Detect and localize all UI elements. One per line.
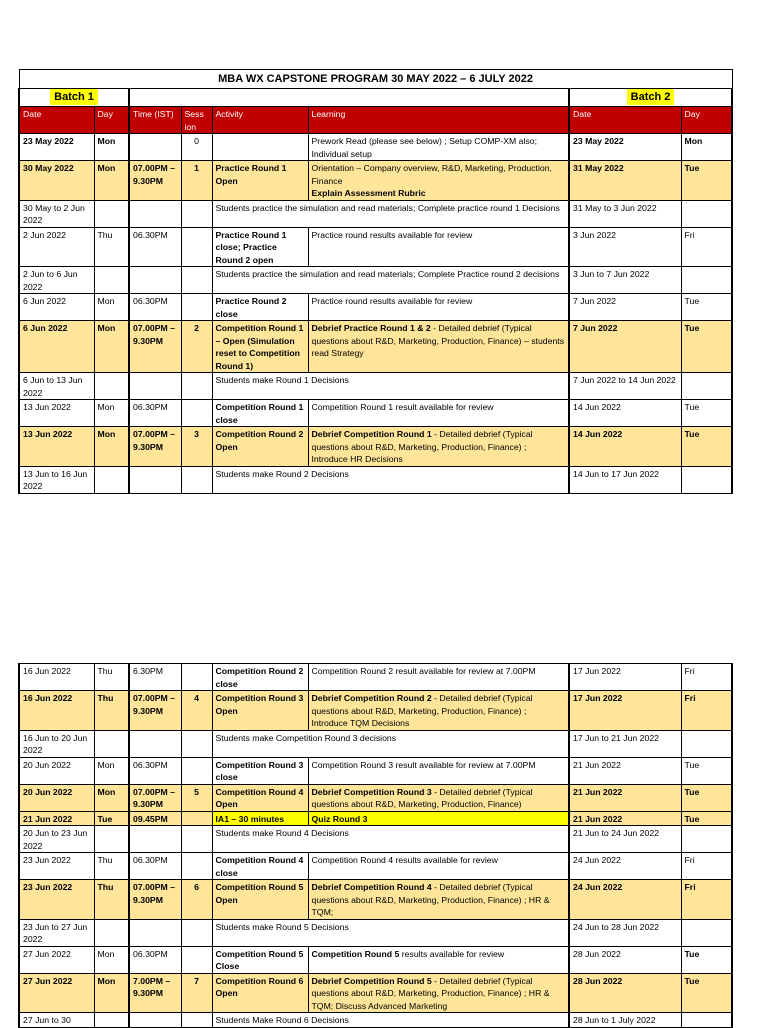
table-row — [19, 373, 732, 400]
learning-text: Prework Read (please see below) ; Setup COMP-XM also; Individual setup — [311, 136, 537, 159]
cell-learning — [308, 134, 569, 161]
cell-date-batch-2: 24 Jun to 28 Jun 2022 — [569, 919, 681, 946]
cell-session: 4 — [181, 691, 212, 731]
table-header — [19, 107, 732, 134]
cell-day-batch-2: Fri — [681, 853, 732, 880]
cell-activity — [212, 134, 308, 161]
cell-day — [94, 200, 129, 227]
cell-learning — [308, 427, 569, 467]
cell-date-batch-2: 28 Jun to 1 July 2022 — [569, 1013, 681, 1028]
cell-day: Mon — [94, 784, 129, 811]
cell-span-note: Students make Round 5 Decisions — [212, 919, 569, 946]
cell-day-batch-2: Tue — [681, 757, 732, 784]
cell-session — [181, 730, 212, 757]
header-learning: Learning — [308, 107, 569, 134]
cell-session — [181, 373, 212, 400]
cell-day — [94, 466, 129, 493]
cell-date-batch-2: 21 Jun to 24 Jun 2022 — [569, 826, 681, 853]
cell-time: 06.30PM — [129, 757, 181, 784]
table-row — [19, 919, 732, 946]
cell-date-batch-2: 14 Jun 2022 — [569, 400, 681, 427]
cell-date: 13 Jun 2022 — [19, 427, 94, 467]
cell-learning — [308, 757, 569, 784]
cell-time — [129, 730, 181, 757]
cell-session — [181, 853, 212, 880]
cell-day-batch-2: Fri — [681, 691, 732, 731]
learning-bold: Debrief Competition Round 3 — [311, 786, 432, 797]
cell-date: 21 Jun 2022 — [19, 811, 94, 826]
learning-text: Quiz Round 3 — [311, 813, 368, 824]
cell-day-batch-2: Tue — [681, 784, 732, 811]
cell-session: 0 — [181, 134, 212, 161]
cell-time: 06.30PM — [129, 227, 181, 267]
learning-bold: Explain Assessment Rubric — [311, 188, 426, 198]
learning-text: Practice round results available for review — [311, 229, 473, 240]
cell-learning — [308, 811, 569, 826]
table-row — [19, 294, 732, 321]
cell-time — [129, 826, 181, 853]
learning-bold: Debrief Competition Round 4 — [311, 882, 432, 892]
cell-session: 2 — [181, 321, 212, 373]
cell-date-batch-2: 28 Jun 2022 — [569, 946, 681, 973]
cell-span-note: Students make Round 1 Decisions — [212, 373, 569, 400]
learning-bold: Debrief Competition Round 2 — [311, 693, 432, 703]
header-date-batch-2: Date — [569, 107, 681, 134]
cell-date: 30 May 2022 — [19, 161, 94, 201]
table-row — [19, 427, 732, 467]
cell-day-batch-2: Mon — [681, 134, 732, 161]
cell-day: Mon — [94, 400, 129, 427]
cell-time: 07.00PM – 9.30PM — [129, 880, 181, 920]
cell-span-note: Students make Round 2 Decisions — [212, 466, 569, 493]
cell-day-batch-2: Tue — [681, 811, 732, 826]
cell-day-batch-2: Tue — [681, 427, 732, 467]
cell-session — [181, 200, 212, 227]
batch-2-label: Batch 2 — [627, 89, 675, 105]
cell-date-batch-2: 24 Jun 2022 — [569, 853, 681, 880]
cell-day: Thu — [94, 227, 129, 267]
cell-date: 6 Jun 2022 — [19, 321, 94, 373]
cell-day: Mon — [94, 294, 129, 321]
table-row — [19, 784, 732, 811]
cell-day-batch-2 — [681, 919, 732, 946]
cell-date: 16 Jun 2022 — [19, 664, 94, 691]
cell-day-batch-2 — [681, 267, 732, 294]
learning-text: - Detailed debrief (Typical questions about R&D, Marketing, Production, Finance) ; HR & TQM; — [311, 882, 550, 917]
cell-time: 7.00PM – 9.30PM — [129, 973, 181, 1013]
cell-day-batch-2: Tue — [681, 946, 732, 973]
cell-day: Mon — [94, 134, 129, 161]
cell-time — [129, 466, 181, 493]
cell-session: 7 — [181, 973, 212, 1013]
table-row — [19, 400, 732, 427]
cell-session — [181, 1013, 212, 1028]
cell-day: Mon — [94, 757, 129, 784]
cell-activity: Practice Round 1 Open — [212, 161, 308, 201]
table-row — [19, 227, 732, 267]
cell-date-batch-2: 17 Jun 2022 — [569, 664, 681, 691]
cell-day-batch-2 — [681, 730, 732, 757]
cell-day: Tue — [94, 811, 129, 826]
schedule-table-part-2 — [18, 663, 731, 1028]
cell-time: 06.30PM — [129, 946, 181, 973]
cell-day-batch-2 — [681, 1013, 732, 1028]
cell-day-batch-2 — [681, 373, 732, 400]
learning-bold: Debrief Competition Round 1 — [311, 429, 432, 439]
learning-text: Competition Round 1 result available for review — [311, 402, 494, 412]
cell-time: 07.00PM – 9.30PM — [129, 691, 181, 731]
table-row — [19, 757, 732, 784]
cell-span-note: Students make Round 4 Decisions — [212, 826, 569, 853]
cell-day: Mon — [94, 321, 129, 373]
cell-activity: Competition Round 2 close — [212, 664, 308, 691]
cell-date: 6 Jun to 13 Jun 2022 — [19, 373, 94, 400]
cell-learning — [308, 880, 569, 920]
cell-day-batch-2: Tue — [681, 161, 732, 201]
cell-activity: Competition Round 4 Open — [212, 784, 308, 811]
cell-date: 20 Jun 2022 — [19, 784, 94, 811]
cell-learning — [308, 946, 569, 973]
cell-date-batch-2: 21 Jun 2022 — [569, 784, 681, 811]
header-time: Time (IST) — [129, 107, 181, 134]
schedule-table-part-1 — [18, 69, 731, 494]
cell-session — [181, 664, 212, 691]
cell-time — [129, 200, 181, 227]
learning-text: - Detailed debrief (Typical questions about R&D, Marketing, Production, Finance) – students read Strategy — [311, 323, 565, 358]
cell-day-batch-2 — [681, 200, 732, 227]
schedule-table — [18, 69, 733, 494]
cell-time: 06.30PM — [129, 400, 181, 427]
cell-activity: Competition Round 3 Open — [212, 691, 308, 731]
learning-text: - Detailed debrief (Typical questions about R&D, Marketing, Production, Finance) ; HR & TQM; Discuss Advanced Marketing — [311, 975, 550, 1011]
learning-bold: Debrief Competition Round 5 — [311, 975, 432, 986]
cell-span-note: Students Make Round 6 Decisions — [212, 1013, 569, 1028]
learning-text: Competition Round 3 result available for review at 7.00PM — [311, 759, 536, 770]
cell-learning — [308, 161, 569, 201]
table-row — [19, 691, 732, 731]
cell-date: 13 Jun 2022 — [19, 400, 94, 427]
header-activity: Activity — [212, 107, 308, 134]
learning-text: Competition Round 2 result available for review at 7.00PM — [311, 666, 536, 676]
cell-activity: Competition Round 5 Open — [212, 880, 308, 920]
table-row — [19, 946, 732, 973]
cell-time — [129, 1013, 181, 1028]
cell-date: 20 Jun 2022 — [19, 757, 94, 784]
cell-day-batch-2 — [681, 826, 732, 853]
table-row — [19, 161, 732, 201]
cell-learning — [308, 400, 569, 427]
cell-activity: Practice Round 2 close — [212, 294, 308, 321]
cell-span-note: Students practice the simulation and read materials; Complete practice round 1 Decisions — [212, 200, 569, 227]
cell-learning — [308, 227, 569, 267]
cell-date-batch-2: 23 May 2022 — [569, 134, 681, 161]
cell-date: 13 Jun to 16 Jun 2022 — [19, 466, 94, 493]
cell-session — [181, 267, 212, 294]
cell-day-batch-2: Tue — [681, 973, 732, 1013]
cell-date: 2 Jun to 6 Jun 2022 — [19, 267, 94, 294]
learning-bold: Competition Round 5 — [311, 948, 400, 959]
cell-day — [94, 826, 129, 853]
cell-date: 27 Jun 2022 — [19, 946, 94, 973]
table-row — [19, 973, 732, 1013]
cell-day: Thu — [94, 880, 129, 920]
learning-text: - Detailed debrief (Typical questions about R&D, Marketing, Production, Finance) — [311, 786, 533, 809]
cell-day: Thu — [94, 853, 129, 880]
cell-time: 06.30PM — [129, 853, 181, 880]
cell-time: 07.00PM – 9.30PM — [129, 161, 181, 201]
header-day: Day — [94, 107, 129, 134]
cell-activity: Competition Round 5 Close — [212, 946, 308, 973]
cell-activity: Practice Round 1 close; Practice Round 2 open — [212, 227, 308, 267]
header-session: Sess ion — [181, 107, 212, 134]
cell-date: 2 Jun 2022 — [19, 227, 94, 267]
cell-activity: Competition Round 3 close — [212, 757, 308, 784]
table-row — [19, 664, 732, 691]
table-row — [19, 321, 732, 373]
cell-date-batch-2: 21 Jun 2022 — [569, 811, 681, 826]
cell-day-batch-2: Fri — [681, 227, 732, 267]
cell-day — [94, 373, 129, 400]
cell-time: 06.30PM — [129, 294, 181, 321]
cell-learning — [308, 973, 569, 1013]
table-row — [19, 267, 732, 294]
table-row — [19, 134, 732, 161]
cell-day-batch-2: Fri — [681, 664, 732, 691]
table-row — [19, 466, 732, 493]
cell-learning — [308, 321, 569, 373]
cell-day-batch-2 — [681, 466, 732, 493]
cell-time: 07.00PM – 9.30PM — [129, 784, 181, 811]
cell-time: 07.00PM – 9.30PM — [129, 427, 181, 467]
batch-2-label-cell — [569, 89, 732, 107]
schedule-table-continued — [18, 663, 733, 1028]
cell-day-batch-2: Tue — [681, 400, 732, 427]
cell-time: 07.00PM – 9.30PM — [129, 321, 181, 373]
cell-learning — [308, 691, 569, 731]
cell-date-batch-2: 28 Jun 2022 — [569, 973, 681, 1013]
cell-activity: Competition Round 1 – Open (Simulation reset to Competition Round 1) — [212, 321, 308, 373]
cell-day-batch-2: Fri — [681, 880, 732, 920]
cell-date-batch-2: 21 Jun 2022 — [569, 757, 681, 784]
cell-day: Mon — [94, 973, 129, 1013]
cell-time — [129, 134, 181, 161]
cell-date: 20 Jun to 23 Jun 2022 — [19, 826, 94, 853]
cell-date: 16 Jun 2022 — [19, 691, 94, 731]
table-row — [19, 730, 732, 757]
cell-span-note: Students make Competition Round 3 decisions — [212, 730, 569, 757]
header-date: Date — [19, 107, 94, 134]
cell-date-batch-2: 14 Jun 2022 — [569, 427, 681, 467]
cell-session: 3 — [181, 427, 212, 467]
cell-day — [94, 267, 129, 294]
cell-day — [94, 919, 129, 946]
cell-day — [94, 730, 129, 757]
cell-date: 23 May 2022 — [19, 134, 94, 161]
learning-text: Competition Round 4 results available for review — [311, 855, 498, 865]
table-row — [19, 826, 732, 853]
cell-date: 23 Jun 2022 — [19, 880, 94, 920]
table-row — [19, 1013, 732, 1028]
cell-date-batch-2: 24 Jun 2022 — [569, 880, 681, 920]
cell-day: Mon — [94, 946, 129, 973]
cell-session: 6 — [181, 880, 212, 920]
cell-session — [181, 919, 212, 946]
learning-text: - Detailed debrief (Typical questions about R&D, Marketing, Production, Finance) ; Introduce HR Decisions — [311, 429, 533, 464]
cell-session — [181, 294, 212, 321]
learning-text: Orientation – Company overview, R&D, Marketing, Production, Finance — [311, 163, 552, 186]
cell-date-batch-2: 7 Jun 2022 — [569, 321, 681, 373]
cell-date-batch-2: 31 May 2022 — [569, 161, 681, 201]
cell-activity: Competition Round 6 Open — [212, 973, 308, 1013]
cell-session: 1 — [181, 161, 212, 201]
learning-text: - Detailed debrief (Typical questions about R&D, Marketing, Production, Finance) ; Introduce TQM Decisions — [311, 693, 533, 728]
cell-day: Mon — [94, 161, 129, 201]
cell-date-batch-2: 7 Jun 2022 to 14 Jun 2022 — [569, 373, 681, 400]
cell-date-batch-2: 14 Jun to 17 Jun 2022 — [569, 466, 681, 493]
table-row — [19, 200, 732, 227]
cell-learning — [308, 664, 569, 691]
cell-date-batch-2: 7 Jun 2022 — [569, 294, 681, 321]
page-title: MBA WX CAPSTONE PROGRAM 30 MAY 2022 – 6 JULY 2022 — [19, 70, 732, 89]
batch-1-label-cell — [19, 89, 129, 107]
table-row — [19, 880, 732, 920]
cell-date: 30 May to 2 Jun 2022 — [19, 200, 94, 227]
cell-time — [129, 267, 181, 294]
cell-session — [181, 227, 212, 267]
learning-bold: Debrief Practice Round 1 & 2 — [311, 323, 431, 333]
cell-day-batch-2: Tue — [681, 321, 732, 373]
cell-time: 09.45PM — [129, 811, 181, 826]
cell-time — [129, 919, 181, 946]
cell-session — [181, 400, 212, 427]
cell-date-batch-2: 3 Jun 2022 — [569, 227, 681, 267]
cell-date-batch-2: 31 May to 3 Jun 2022 — [569, 200, 681, 227]
cell-span-note: Students practice the simulation and read materials; Complete Practice round 2 decisions — [212, 267, 569, 294]
cell-date: 6 Jun 2022 — [19, 294, 94, 321]
cell-session — [181, 466, 212, 493]
batch-spacer — [129, 89, 569, 107]
cell-date-batch-2: 3 Jun to 7 Jun 2022 — [569, 267, 681, 294]
table-row — [19, 811, 732, 826]
cell-activity: Competition Round 4 close — [212, 853, 308, 880]
cell-date: 23 Jun 2022 — [19, 853, 94, 880]
cell-time: 6.30PM — [129, 664, 181, 691]
header-day-batch-2: Day — [681, 107, 732, 134]
cell-session — [181, 946, 212, 973]
cell-learning — [308, 853, 569, 880]
cell-day — [94, 1013, 129, 1028]
cell-date-batch-2: 17 Jun to 21 Jun 2022 — [569, 730, 681, 757]
cell-learning — [308, 294, 569, 321]
cell-activity: Competition Round 2 Open — [212, 427, 308, 467]
cell-date: 27 Jun to 30 — [19, 1013, 94, 1028]
cell-date-batch-2: 17 Jun 2022 — [569, 691, 681, 731]
cell-session — [181, 826, 212, 853]
cell-date: 27 Jun 2022 — [19, 973, 94, 1013]
cell-activity: IA1 – 30 minutes — [212, 811, 308, 826]
cell-day: Thu — [94, 691, 129, 731]
cell-day-batch-2: Tue — [681, 294, 732, 321]
cell-date: 16 Jun to 20 Jun 2022 — [19, 730, 94, 757]
cell-session — [181, 811, 212, 826]
cell-time — [129, 373, 181, 400]
learning-text: Practice round results available for review — [311, 296, 473, 306]
learning-text: results available for review — [399, 948, 505, 959]
cell-session — [181, 757, 212, 784]
cell-activity: Competition Round 1 close — [212, 400, 308, 427]
table-row — [19, 853, 732, 880]
cell-day: Mon — [94, 427, 129, 467]
cell-session: 5 — [181, 784, 212, 811]
cell-day: Thu — [94, 664, 129, 691]
batch-1-label: Batch 1 — [50, 89, 98, 105]
cell-date: 23 Jun to 27 Jun 2022 — [19, 919, 94, 946]
cell-learning — [308, 784, 569, 811]
